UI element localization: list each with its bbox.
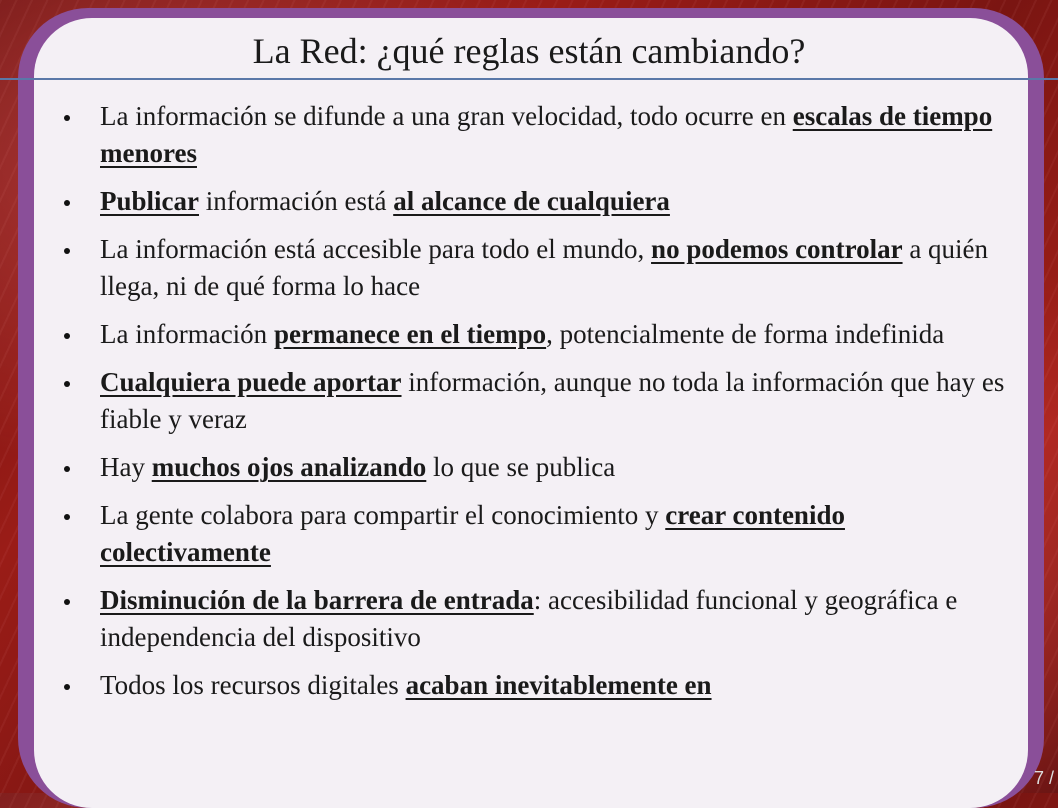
bullet-dot-icon (64, 514, 70, 520)
title-rule (0, 78, 1058, 80)
bullet-item (60, 316, 1010, 353)
bullet-dot-icon (64, 248, 70, 254)
bullet-dot-icon (64, 115, 70, 121)
emphasis-text: no podemos controlar (651, 234, 903, 264)
slide-title: La Red: ¿qué reglas están cambiando? (252, 31, 806, 71)
emphasis-text: escalas de tiempo menores (100, 101, 993, 168)
bullet-dot-icon (64, 599, 70, 605)
bullet-text: información está (199, 186, 394, 216)
bullet-dot-icon (64, 684, 70, 690)
emphasis-text: al alcance de cualquiera (393, 186, 670, 216)
bullet-item (60, 231, 1010, 305)
bullet-text: Hay (100, 452, 152, 482)
bullet-item (60, 364, 1010, 438)
bullet-item (60, 449, 1010, 486)
bullet-item (60, 582, 1010, 656)
bullet-text: información, aunque no toda la información que hay es fiable y veraz (100, 367, 1005, 434)
bullet-text: lo que se publica (426, 452, 616, 482)
bullet-item (60, 98, 1010, 172)
emphasis-text: Cualquiera puede aportar (100, 367, 402, 397)
emphasis-text: crear contenido colectivamente (100, 500, 845, 567)
bullet-list (60, 98, 1010, 715)
bullet-text: Todos los recursos digitales (100, 670, 406, 700)
bullet-text: : accesibilidad funcional y geográfica e independencia del dispositivo (100, 585, 958, 652)
bullet-dot-icon (64, 333, 70, 339)
bullet-text: La información (100, 319, 274, 349)
bullet-text: La información está accesible para todo el mundo, (100, 234, 652, 264)
emphasis-text: muchos ojos analizando (151, 452, 427, 482)
bullet-dot-icon (64, 466, 70, 472)
bullet-item (60, 497, 1010, 571)
bullet-item (60, 183, 1010, 220)
bullet-text: La información se difunde a una gran velocidad, todo ocurre en (100, 101, 793, 131)
emphasis-text: permanece en el tiempo (273, 319, 547, 349)
emphasis-text: Publicar (100, 186, 199, 216)
bullet-dot-icon (64, 381, 70, 387)
bullet-text: , potencialmente de forma indefinida (546, 319, 945, 349)
page-number: 7 / (1034, 768, 1055, 788)
bullet-text: La gente colabora para compartir el conocimiento y (100, 500, 666, 530)
bullet-text: a quién llega, ni de qué forma lo hace (100, 234, 989, 301)
bullet-dot-icon (64, 200, 70, 206)
bullet-item (60, 667, 1010, 704)
emphasis-text: acaban inevitablemente en (405, 670, 712, 700)
emphasis-text: Disminución de la barrera de entrada (100, 585, 534, 615)
